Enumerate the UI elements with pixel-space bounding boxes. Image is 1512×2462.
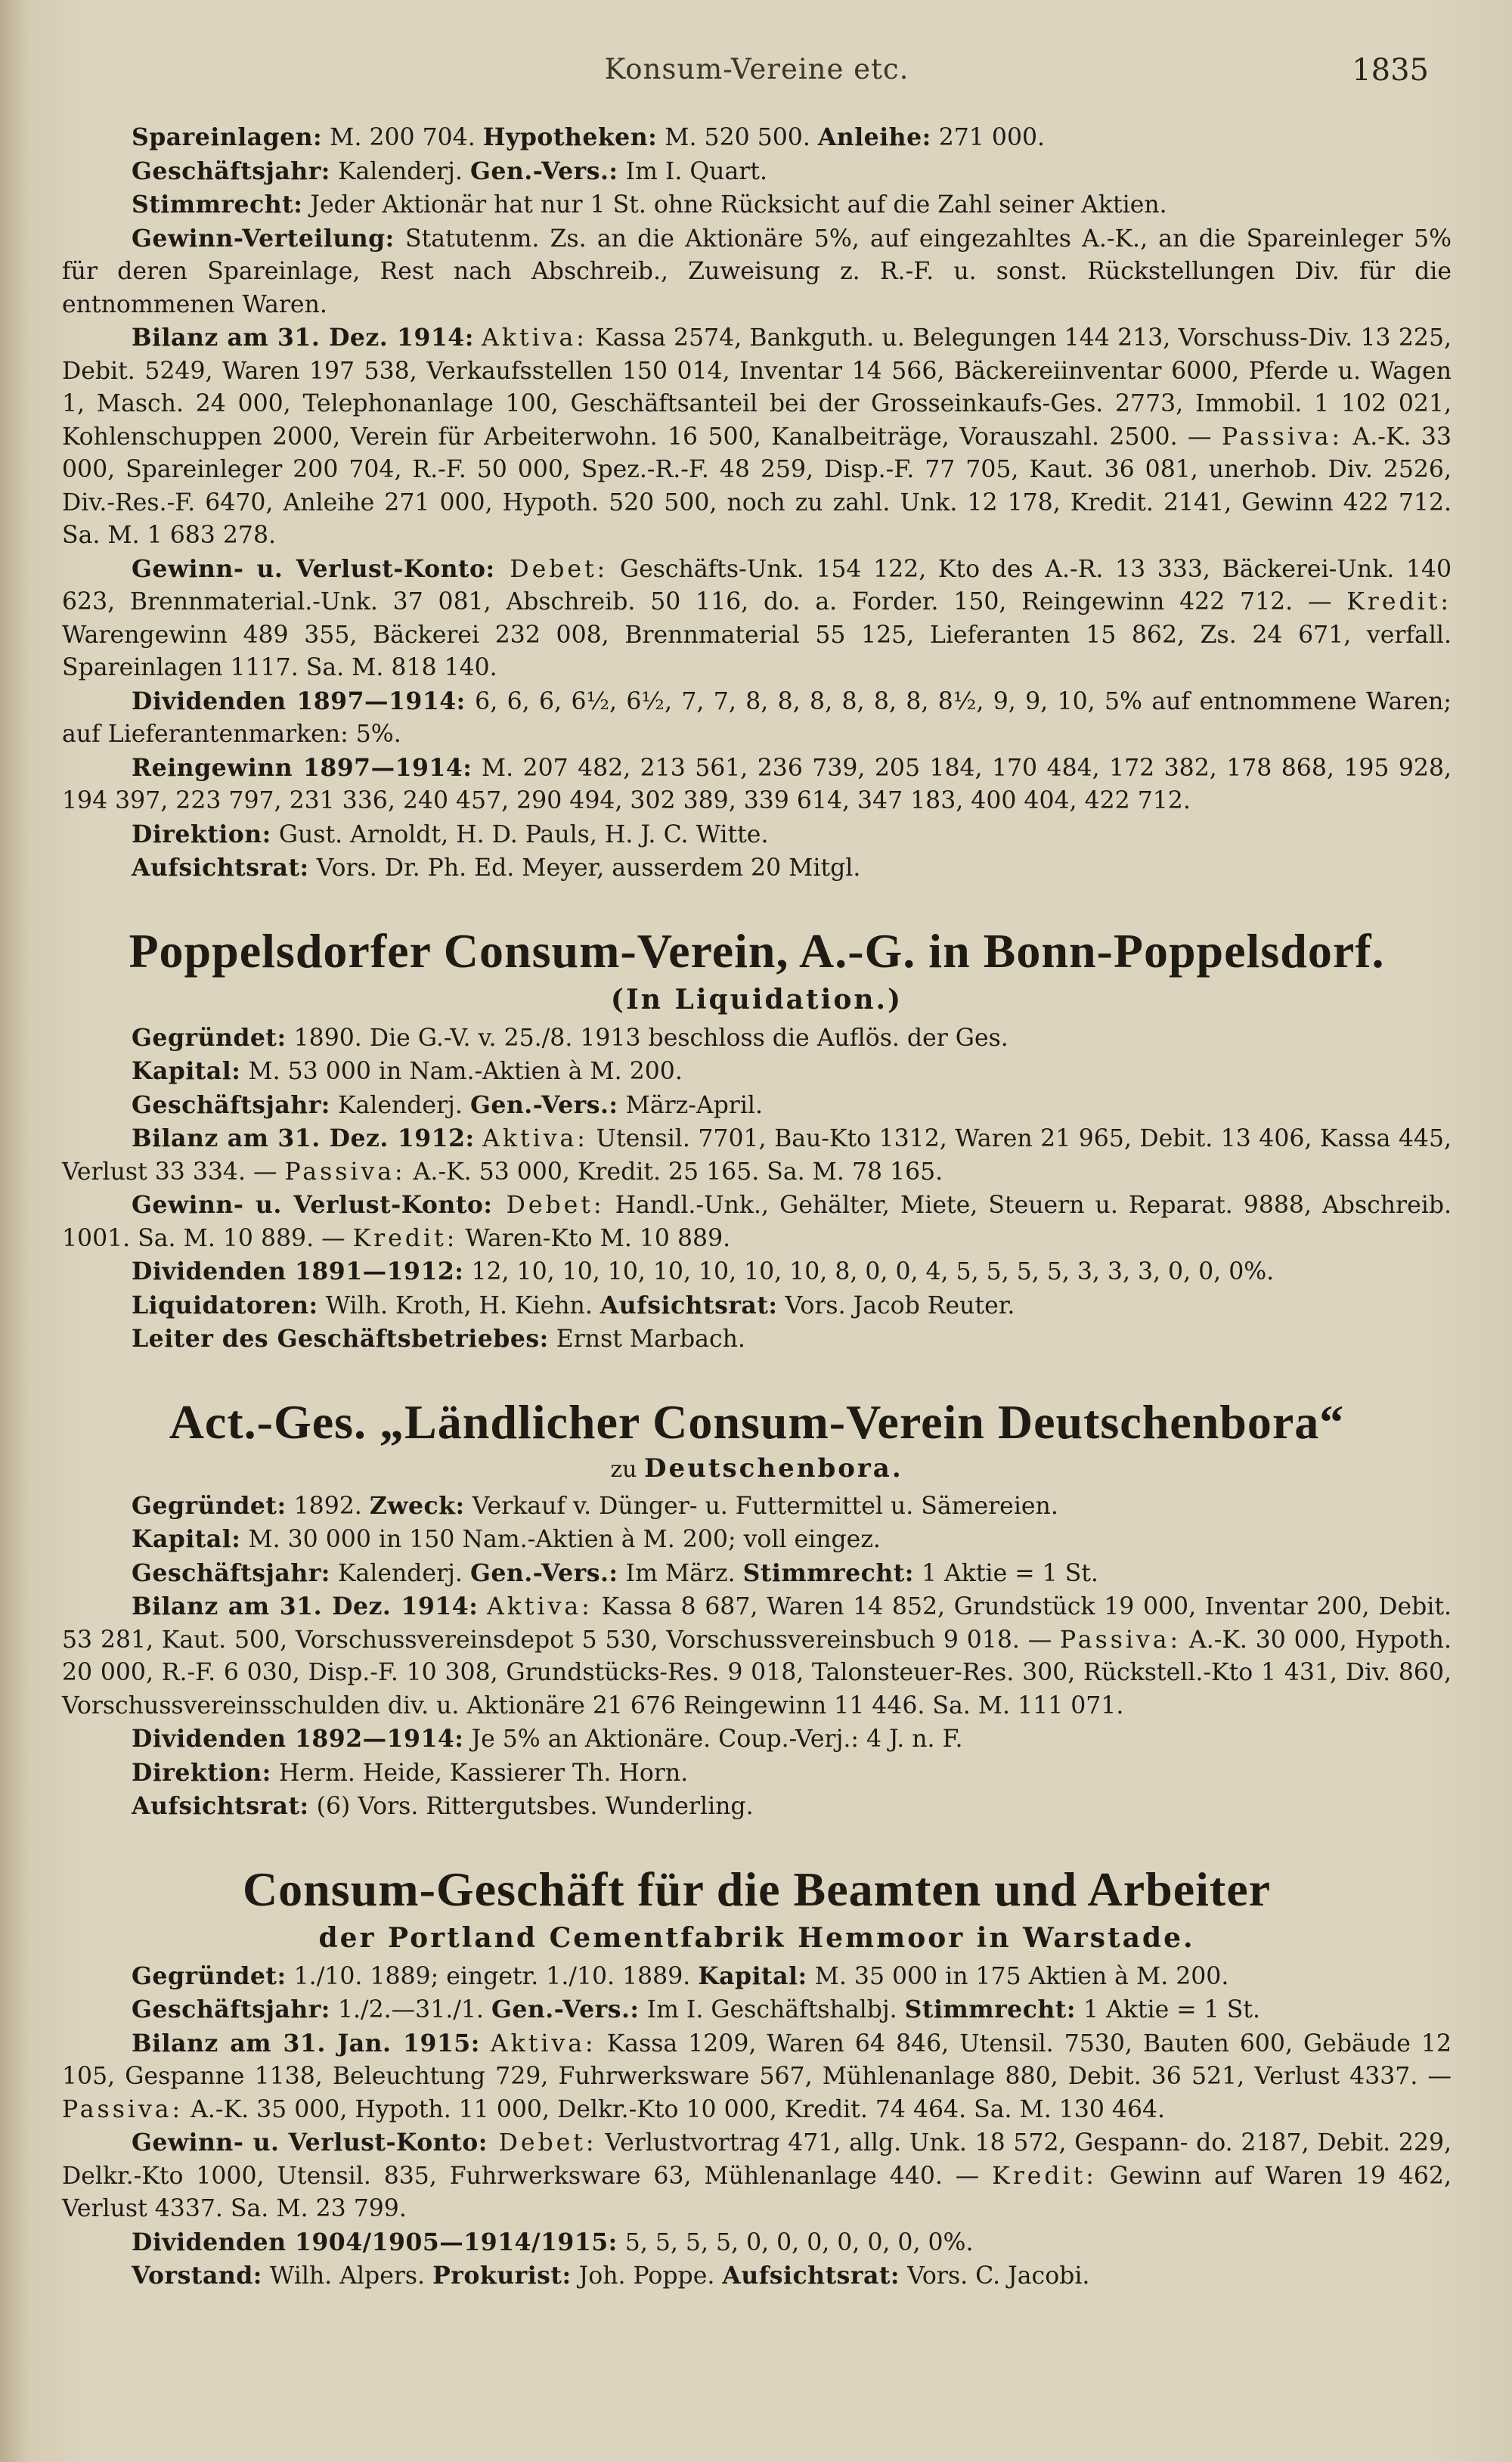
text: A.-K. 30 000, Hypoth. 20 000, R.-F. 6 030, Disp.-F. 10 308, Grundstücks-Res. 9 018, Talonsteuer-Res. 300, Rückstell.-Kto 1 431, Div. 860, Vorschussvereinsschulden div. u. Aktionäre 21 676 Reingewinn 11 446. Sa. M. 111 071. xyxy=(62,1626,1452,1719)
label-debit: Debet: xyxy=(487,2129,597,2157)
text: Vors. C. Jacobi. xyxy=(900,2262,1090,2290)
label: Bilanz am 31. Dez. 1914: xyxy=(132,324,474,352)
label: Anleihe: xyxy=(817,123,931,151)
text: Je 5% an Aktionäre. Coup.-Verj.: 4 J. n. F. xyxy=(463,1726,963,1753)
label: Vorstand: xyxy=(132,2262,262,2290)
text: Joh. Poppe. xyxy=(571,2262,723,2290)
label: Kapital: xyxy=(132,1525,241,1553)
label: Direktion: xyxy=(132,1758,271,1787)
label: Bilanz am 31. Jan. 1915: xyxy=(132,2029,480,2057)
text: M. 207 482, 213 561, 236 739, 205 184, 170 484, 172 382, 178 868, 195 928, 194 397, 223 797, 231 336, 240 457, 290 494, 302 389, 339 614, 347 183, 400 404, 422 712. xyxy=(62,754,1452,814)
label: Prokurist: xyxy=(432,2262,572,2290)
text: 1890. Die G.-V. v. 25./8. 1913 beschloss die Auflös. der Ges. xyxy=(286,1024,1009,1052)
text: 1 Aktie = 1 St. xyxy=(913,1559,1098,1587)
label-liabilities: Passiva: xyxy=(1221,423,1343,451)
text: Utensil. 7701, Bau-Kto 1312, Waren 21 965, Debit. 13 406, Kassa 445, Verlust 33 334. — xyxy=(62,1125,1452,1186)
paragraph-supervisory-board xyxy=(62,851,1452,885)
text: Kassa 2574, Bankguth. u. Belegungen 144 213, Vorschuss-Div. 13 225, Debit. 5249, Waren 197 538, Verkaufsstellen 150 014, Inventar 14 566, Bäckereiinventar 6000, Pferde u. Wagen 1, Masch. 24 000, Telephonanlage 100, Geschäftsanteil bei der Grosseinkaufs-Ges. 2773, Immobil. 1 102 021, Kohlenschuppen 2000, Verein für Arbeiterwohn. 16 500, Kanalbeiträge, Vorauszahl. 2500. — xyxy=(62,324,1452,451)
label: Gegründet: xyxy=(132,1491,287,1520)
entry-poppelsdorf xyxy=(62,920,1452,1357)
label-credit: Kredit: xyxy=(992,2162,1097,2190)
text: 271 000. xyxy=(931,124,1046,151)
text: 1892. xyxy=(286,1492,370,1520)
label: Geschäftsjahr: xyxy=(132,157,330,185)
paragraph-manager xyxy=(62,1322,1452,1357)
label: Spareinlagen: xyxy=(132,123,323,151)
label: Stimmrecht: xyxy=(742,1558,914,1587)
paragraph-savings xyxy=(62,121,1452,155)
label-liabilities: Passiva: xyxy=(1060,1626,1182,1654)
entry-subtitle: (In Liquidation.) xyxy=(610,983,903,1015)
text: 1./2.—31./1. xyxy=(330,1996,491,2023)
text: März-April. xyxy=(618,1091,764,1119)
entry-subtitle: der Portland Cementfabrik Hemmoor in Warstade. xyxy=(318,1921,1195,1954)
label: Bilanz am 31. Dez. 1912: xyxy=(132,1124,475,1152)
paragraph-fiscal-year xyxy=(62,1557,1452,1591)
label: Liquidatoren: xyxy=(132,1291,318,1319)
text: Im I. Quart. xyxy=(618,157,767,185)
entry-hemmoor xyxy=(62,1859,1452,2293)
paragraph-founded xyxy=(62,1960,1452,1994)
text: 6, 6, 6, 6½, 6½, 7, 7, 8, 8, 8, 8, 8, 8, 8½, 9, 9, 10, 5% auf entnommene Waren; auf Lieferantenmarken: 5%. xyxy=(62,687,1452,748)
paragraph-management xyxy=(62,1757,1452,1791)
page-number: 1835 xyxy=(1352,53,1429,88)
paragraph-founded xyxy=(62,1490,1452,1524)
text: Wilh. Kroth, H. Kiehn. xyxy=(318,1291,600,1319)
paragraph-profit-distribution xyxy=(62,222,1452,322)
text: 1./10. 1889; eingetr. 1./10. 1889. xyxy=(286,1962,699,1990)
label: Kapital: xyxy=(698,1961,807,1990)
entry-title: Poppelsdorfer Consum-Verein, A.-G. in Bonn-Poppelsdorf. xyxy=(129,923,1385,978)
text: Herm. Heide, Kassierer Th. Horn. xyxy=(271,1759,689,1787)
paragraph-dividends xyxy=(62,2226,1452,2260)
paragraph-voting xyxy=(62,188,1452,222)
label: Gewinn- u. Verlust-Konto: xyxy=(132,2129,488,2157)
text: A.-K. 53 000, Kredit. 25 165. Sa. M. 78 165. xyxy=(405,1158,943,1186)
entry-deutschenbora xyxy=(62,1391,1452,1824)
text: 1 Aktie = 1 St. xyxy=(1075,1996,1260,2023)
text: Im I. Geschäftshalbj. xyxy=(639,1996,905,2023)
text: Jeder Aktionär hat nur 1 St. ohne Rücksicht auf die Zahl seiner Aktien. xyxy=(302,191,1167,219)
paragraph-balance xyxy=(62,321,1452,553)
paragraph-net-profit xyxy=(62,752,1452,818)
label: Geschäftsjahr: xyxy=(132,1995,330,2023)
paragraph-balance xyxy=(62,1590,1452,1722)
place-name: Deutschenbora. xyxy=(643,1453,903,1484)
label: Stimmrecht: xyxy=(132,191,303,219)
text: Gewinn auf Waren 19 462, Verlust 4337. Sa. M. 23 799. xyxy=(62,2162,1452,2222)
paragraph-profit-loss xyxy=(62,1189,1452,1255)
label: Aufsichtsrat: xyxy=(722,2262,900,2290)
text: 12, 10, 10, 10, 10, 10, 10, 10, 8, 0, 0, 4, 5, 5, 5, 5, 3, 3, 3, 0, 0, 0%. xyxy=(463,1258,1275,1285)
label-assets: Aktiva: xyxy=(482,324,587,352)
text: Vors. Jacob Reuter. xyxy=(777,1291,1015,1319)
label-liabilities: Passiva: xyxy=(284,1158,406,1186)
label: Dividenden 1892—1914: xyxy=(132,1725,464,1753)
label: Aufsichtsrat: xyxy=(132,854,309,882)
label: Leiter des Geschäftsbetriebes: xyxy=(132,1325,549,1353)
running-head-title: Konsum-Vereine etc. xyxy=(604,53,909,85)
paragraph-founded xyxy=(62,1022,1452,1056)
label: Reingewinn 1897—1914: xyxy=(132,753,472,782)
label: Stimmrecht: xyxy=(904,1995,1076,2023)
paragraph-management xyxy=(62,818,1452,852)
paragraph-fiscal-year xyxy=(62,155,1452,189)
label: Hypotheken: xyxy=(482,123,658,151)
label: Aufsichtsrat: xyxy=(600,1291,778,1319)
paragraph-liquidators xyxy=(62,1289,1452,1323)
label: Gen.-Vers.: xyxy=(491,1995,640,2023)
paragraph-capital xyxy=(62,1055,1452,1089)
label-liabilities: Passiva: xyxy=(62,2095,184,2123)
label-credit: Kredit: xyxy=(1346,588,1452,616)
text: M. 30 000 in 150 Nam.-Aktien à M. 200; voll eingez. xyxy=(240,1526,881,1553)
label: Gen.-Vers.: xyxy=(469,157,618,185)
text: Gust. Arnoldt, H. D. Pauls, H. J. C. Witte. xyxy=(271,820,769,848)
paragraph-balance xyxy=(62,2027,1452,2127)
label: Gewinn-Verteilung: xyxy=(132,224,395,253)
label: Dividenden 1897—1914: xyxy=(132,687,466,715)
text: Verkauf v. Dünger- u. Futtermittel u. Sämereien. xyxy=(464,1492,1058,1520)
entry-title: Consum-Geschäft für die Beamten und Arbeiter xyxy=(242,1862,1272,1916)
paragraph-dividends xyxy=(62,685,1452,752)
text: Wilh. Alpers. xyxy=(262,2262,433,2290)
text: Kalenderj. xyxy=(330,157,470,185)
text: Warengewinn 489 355, Bäckerei 232 008, Brennmaterial 55 125, Lieferanten 15 862, Zs. 24 671, verfall. Spareinlagen 1117. Sa. M. 818 140. xyxy=(62,621,1452,681)
text: Verlustvortrag 471, allg. Unk. 18 572, Gespann- do. 2187, Debit. 229, Delkr.-Kto 1000, Utensil. 835, Fuhrwerksware 63, Mühlenanlage 440. — xyxy=(62,2129,1452,2190)
text: Statutenm. Zs. an die Aktionäre 5%, auf eingezahltes A.-K., an die Spareinleger 5% für deren Spareinlage, Rest nach Abschreib., Zuweisung z. R.-F. u. sonst. Rückstellungen Div. für die entnommenen Waren. xyxy=(62,225,1452,318)
text: zu xyxy=(610,1456,644,1483)
label: Gegründet: xyxy=(132,1023,287,1052)
paragraph-fiscal-year xyxy=(62,1993,1452,2027)
label: Dividenden 1904/1905—1914/1915: xyxy=(132,2228,618,2256)
label-assets: Aktiva: xyxy=(487,1593,593,1620)
label: Dividenden 1891—1912: xyxy=(132,1257,464,1285)
label: Gewinn- u. Verlust-Konto: xyxy=(132,1191,493,1219)
text: Ernst Marbach. xyxy=(548,1326,745,1353)
label: Direktion: xyxy=(132,820,271,848)
text: A.-K. 33 000, Spareinleger 200 704, R.-F. 50 000, Spez.-R.-F. 48 259, Disp.-F. 77 705, Kaut. 36 081, unerhob. Div. 2526, Div.-Res.-F. 6470, Anleihe 271 000, Hypoth. 520 500, noch zu zahl. Unk. 12 178, Kredit. 2141, Gewinn 422 712. Sa. M. 1 683 278. xyxy=(62,423,1452,549)
label: Gen.-Vers.: xyxy=(469,1090,618,1119)
entry-title: Act.-Ges. „Ländlicher Consum-Verein Deutschenbora“ xyxy=(169,1394,1345,1449)
text: Handl.-Unk., Gehälter, Miete, Steuern u. Reparat. 9888, Abschreib. 1001. Sa. M. 10 889. — xyxy=(62,1192,1452,1252)
paragraph-balance xyxy=(62,1122,1452,1189)
entry-subtitle xyxy=(62,1453,1452,1485)
text: Geschäfts-Unk. 154 122, Kto des A.-R. 13 333, Bäckerei-Unk. 140 623, Brennmaterial.-Unk. 37 081, Abschreib. 50 116, do. a. Forder. 150, Reingewinn 422 712. — xyxy=(62,555,1452,616)
text: Vors. Dr. Ph. Ed. Meyer, ausserdem 20 Mitgl. xyxy=(308,854,861,882)
paragraph-profit-loss xyxy=(62,553,1452,685)
label: Gen.-Vers.: xyxy=(469,1558,618,1587)
paragraph-dividends xyxy=(62,1722,1452,1757)
paragraph-profit-loss xyxy=(62,2126,1452,2226)
running-head xyxy=(62,53,1452,98)
text: Im März. xyxy=(618,1559,743,1587)
label: Gegründet: xyxy=(132,1961,287,1990)
label: Zweck: xyxy=(369,1491,465,1520)
text: Kalenderj. xyxy=(330,1559,470,1587)
label: Aufsichtsrat: xyxy=(132,1792,309,1820)
text: M. 200 704. xyxy=(322,124,483,151)
text: 5, 5, 5, 5, 0, 0, 0, 0, 0, 0, 0%. xyxy=(617,2228,974,2256)
text: A.-K. 35 000, Hypoth. 11 000, Delkr.-Kto 10 000, Kredit. 74 464. Sa. M. 130 464. xyxy=(183,2095,1166,2123)
paragraph-capital xyxy=(62,1523,1452,1557)
entry-continuation xyxy=(62,121,1452,885)
paragraph-fiscal-year xyxy=(62,1089,1452,1123)
label: Bilanz am 31. Dez. 1914: xyxy=(132,1592,479,1620)
label-debit: Debet: xyxy=(494,555,609,583)
label-credit: Kredit: xyxy=(352,1224,458,1252)
label: Gewinn- u. Verlust-Konto: xyxy=(132,554,495,583)
paragraph-dividends xyxy=(62,1255,1452,1289)
text: M. 35 000 in 175 Aktien à M. 200. xyxy=(807,1962,1229,1990)
paragraph-board xyxy=(62,2259,1452,2293)
label: Kapital: xyxy=(132,1057,241,1085)
paragraph-supervisory-board xyxy=(62,1790,1452,1824)
text: Kassa 1209, Waren 64 846, Utensil. 7530, Bauten 600, Gebäude 12 105, Gespanne 1138, Beleuchtung 729, Fuhrwerksware 567, Mühlenanlage 880, Debit. 36 521, Verlust 4337. — xyxy=(62,2029,1452,2090)
text: M. 520 500. xyxy=(657,124,818,151)
text: (6) Vors. Rittergutsbes. Wunderling. xyxy=(308,1793,754,1820)
label-assets: Aktiva: xyxy=(490,2029,596,2057)
text: Waren-Kto M. 10 889. xyxy=(457,1224,731,1252)
label-debit: Debet: xyxy=(492,1192,605,1219)
label: Geschäftsjahr: xyxy=(132,1558,330,1587)
label: Geschäftsjahr: xyxy=(132,1090,330,1119)
text: Kalenderj. xyxy=(330,1091,470,1119)
text: M. 53 000 in Nam.-Aktien à M. 200. xyxy=(240,1058,683,1085)
label-assets: Aktiva: xyxy=(482,1125,588,1152)
text: Kassa 8 687, Waren 14 852, Grundstück 19 000, Inventar 200, Debit. 53 281, Kaut. 500, Vorschussvereinsdepot 5 530, Vorschussvereinsbuch 9 018. — xyxy=(62,1593,1452,1654)
